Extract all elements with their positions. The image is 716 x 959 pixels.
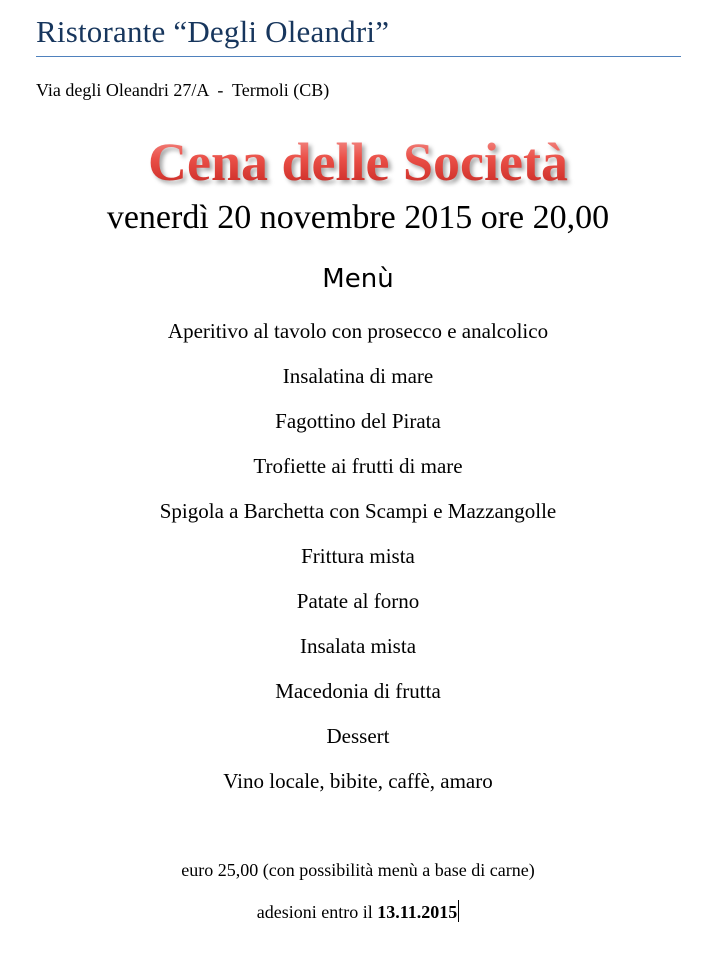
menu-item: Aperitivo al tavolo con prosecco e analcolico	[167, 319, 549, 343]
menu-list	[0, 314, 716, 809]
restaurant-name: Ristorante “Degli Oleandri”	[36, 14, 390, 49]
deadline-date: 13.11.2015	[377, 902, 458, 922]
menu-item: Frittura mista	[301, 544, 415, 568]
menu-item: Spigola a Barchetta con Scampi e Mazzangolle	[159, 499, 557, 523]
menu-item: Patate al forno	[296, 589, 420, 613]
price-line: euro 25,00 (con possibilità menù a base di carne)	[181, 860, 535, 880]
deadline-label: adesioni entro il	[256, 902, 378, 922]
menu-item: Trofiette ai frutti di mare	[253, 454, 463, 478]
menu-item: Macedonia di frutta	[275, 679, 441, 703]
menu-item: Insalata mista	[299, 634, 417, 658]
text-cursor[interactable]	[458, 900, 459, 922]
menu-item: Insalatina di mare	[282, 364, 434, 388]
address: Via degli Oleandri 27/A - Termoli (CB)	[36, 80, 330, 100]
event-title: Cena delle Società	[0, 128, 716, 196]
menu-item: Vino locale, bibite, caffè, amaro	[223, 769, 493, 793]
header-rule	[36, 56, 681, 57]
menu-item: Dessert	[326, 724, 390, 748]
event-date: venerdì 20 novembre 2015 ore 20,00	[106, 199, 610, 236]
menu-item: Fagottino del Pirata	[275, 409, 441, 433]
deadline-line	[0, 900, 716, 924]
menu-title: Menù	[322, 264, 394, 294]
